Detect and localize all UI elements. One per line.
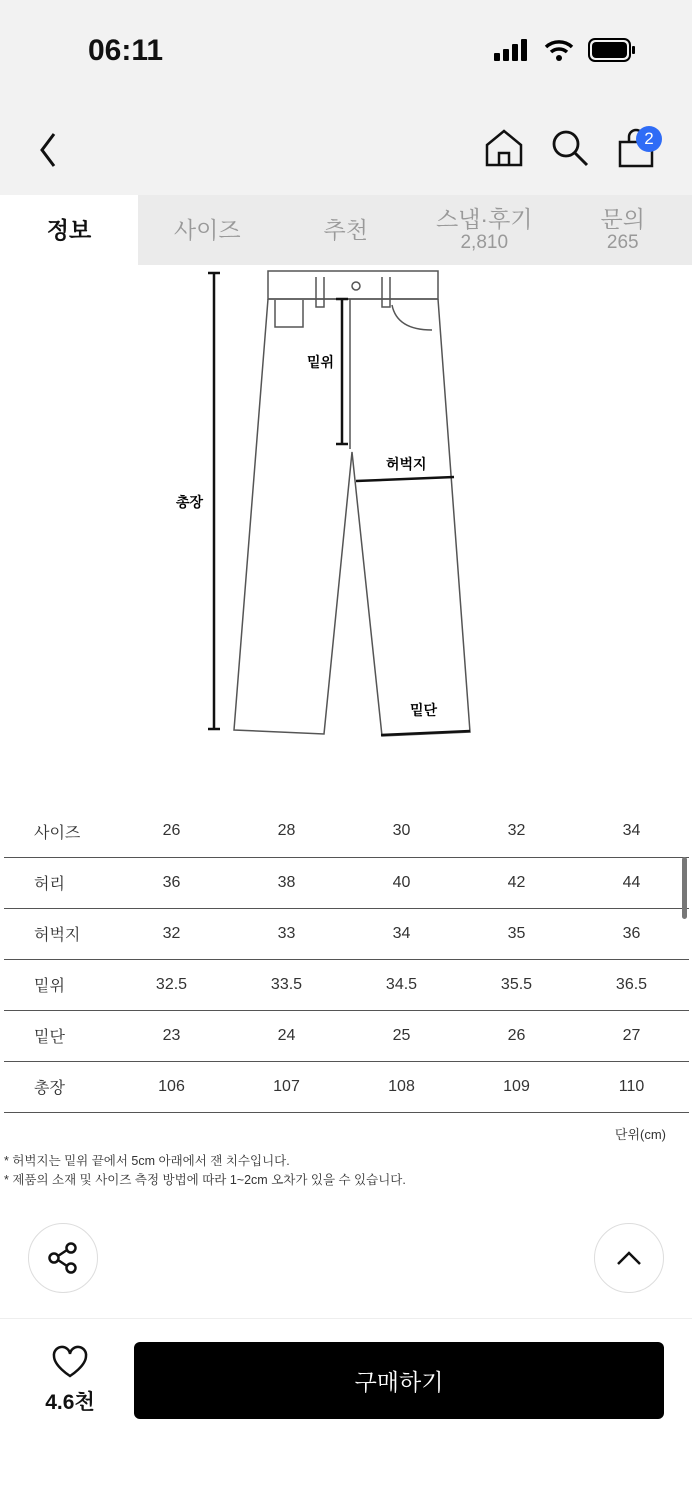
table-cell: 33	[229, 908, 344, 959]
tab-reviews[interactable]	[415, 195, 554, 265]
heart-icon	[51, 1345, 89, 1379]
row-label: 허리	[4, 857, 114, 908]
tab-label: 문의	[600, 205, 645, 232]
table-row	[4, 806, 689, 857]
table-cell: 28	[229, 806, 344, 857]
size-table	[4, 806, 689, 1113]
table-cell: 38	[229, 857, 344, 908]
tab-label: 추천	[323, 216, 368, 243]
table-cell: 34	[344, 908, 459, 959]
table-cell: 107	[229, 1061, 344, 1112]
like-button[interactable]	[40, 1345, 100, 1416]
row-label: 밑위	[4, 959, 114, 1010]
table-row	[4, 908, 689, 959]
table-cell: 30	[344, 806, 459, 857]
table-cell: 42	[459, 857, 574, 908]
size-notes	[4, 1152, 406, 1190]
hem-label: 밑단	[410, 702, 438, 718]
like-count: 4.6천	[45, 1391, 95, 1414]
table-cell: 32	[114, 908, 229, 959]
length-label: 총장	[176, 494, 204, 510]
table-cell: 109	[459, 1061, 574, 1112]
search-icon[interactable]	[550, 128, 590, 168]
cart-badge: 2	[636, 126, 662, 152]
table-cell: 36	[114, 857, 229, 908]
tab-size[interactable]	[138, 195, 277, 265]
table-cell: 35.5	[459, 959, 574, 1010]
note: * 허벅지는 밑위 끝에서 5cm 아래에서 잰 치수입니다.	[4, 1154, 290, 1168]
table-row	[4, 959, 689, 1010]
tab-label: 사이즈	[173, 216, 241, 243]
table-cell: 23	[114, 1010, 229, 1061]
table-cell: 34	[574, 806, 689, 857]
row-label: 밑단	[4, 1010, 114, 1061]
tab-label: 스냅·후기	[435, 205, 533, 232]
table-cell: 40	[344, 857, 459, 908]
table-cell: 106	[114, 1061, 229, 1112]
table-cell: 35	[459, 908, 574, 959]
table-cell: 26	[459, 1010, 574, 1061]
row-label: 총장	[4, 1061, 114, 1112]
tab-count: 265	[606, 232, 639, 254]
table-cell: 27	[574, 1010, 689, 1061]
row-label: 허벅지	[4, 908, 114, 959]
rise-label: 밑위	[307, 354, 335, 370]
table-cell: 36.5	[574, 959, 689, 1010]
tab-count: 2,810	[460, 232, 509, 254]
wifi-icon	[544, 39, 574, 61]
table-cell: 36	[574, 908, 689, 959]
status-time: 06:11	[88, 34, 164, 67]
row-label: 사이즈	[4, 806, 114, 857]
battery-icon	[588, 38, 636, 62]
back-icon[interactable]	[36, 130, 60, 170]
tab-inquiry[interactable]	[554, 195, 692, 265]
thigh-label: 허벅지	[386, 456, 427, 472]
tab-recommend[interactable]	[277, 195, 416, 265]
scroll-top-button[interactable]	[594, 1223, 664, 1293]
table-cell: 26	[114, 806, 229, 857]
table-row	[4, 857, 689, 908]
share-icon	[46, 1241, 80, 1275]
tab-bar	[0, 195, 692, 265]
note: * 제품의 소재 및 사이즈 측정 방법에 따라 1~2cm 오차가 있을 수 있습니다.	[4, 1173, 406, 1187]
buy-button[interactable]: 구매하기	[134, 1342, 664, 1419]
table-cell: 25	[344, 1010, 459, 1061]
share-button[interactable]	[28, 1223, 98, 1293]
status-bar	[0, 0, 692, 100]
table-cell: 34.5	[344, 959, 459, 1010]
tab-label: 정보	[46, 216, 92, 243]
bottom-bar	[0, 1318, 692, 1319]
scrollbar[interactable]	[682, 857, 687, 919]
chevron-up-icon	[614, 1248, 644, 1268]
table-row	[4, 1061, 689, 1112]
table-cell: 24	[229, 1010, 344, 1061]
table-cell: 44	[574, 857, 689, 908]
table-cell: 110	[574, 1061, 689, 1112]
unit-label: 단위(cm)	[614, 1127, 666, 1142]
table-cell: 32.5	[114, 959, 229, 1010]
home-icon[interactable]	[484, 128, 524, 168]
signal-icon	[494, 39, 530, 61]
tab-info[interactable]	[0, 195, 138, 265]
table-cell: 32	[459, 806, 574, 857]
pants-size-diagram	[0, 265, 692, 755]
table-cell: 33.5	[229, 959, 344, 1010]
table-cell: 108	[344, 1061, 459, 1112]
table-row	[4, 1010, 689, 1061]
